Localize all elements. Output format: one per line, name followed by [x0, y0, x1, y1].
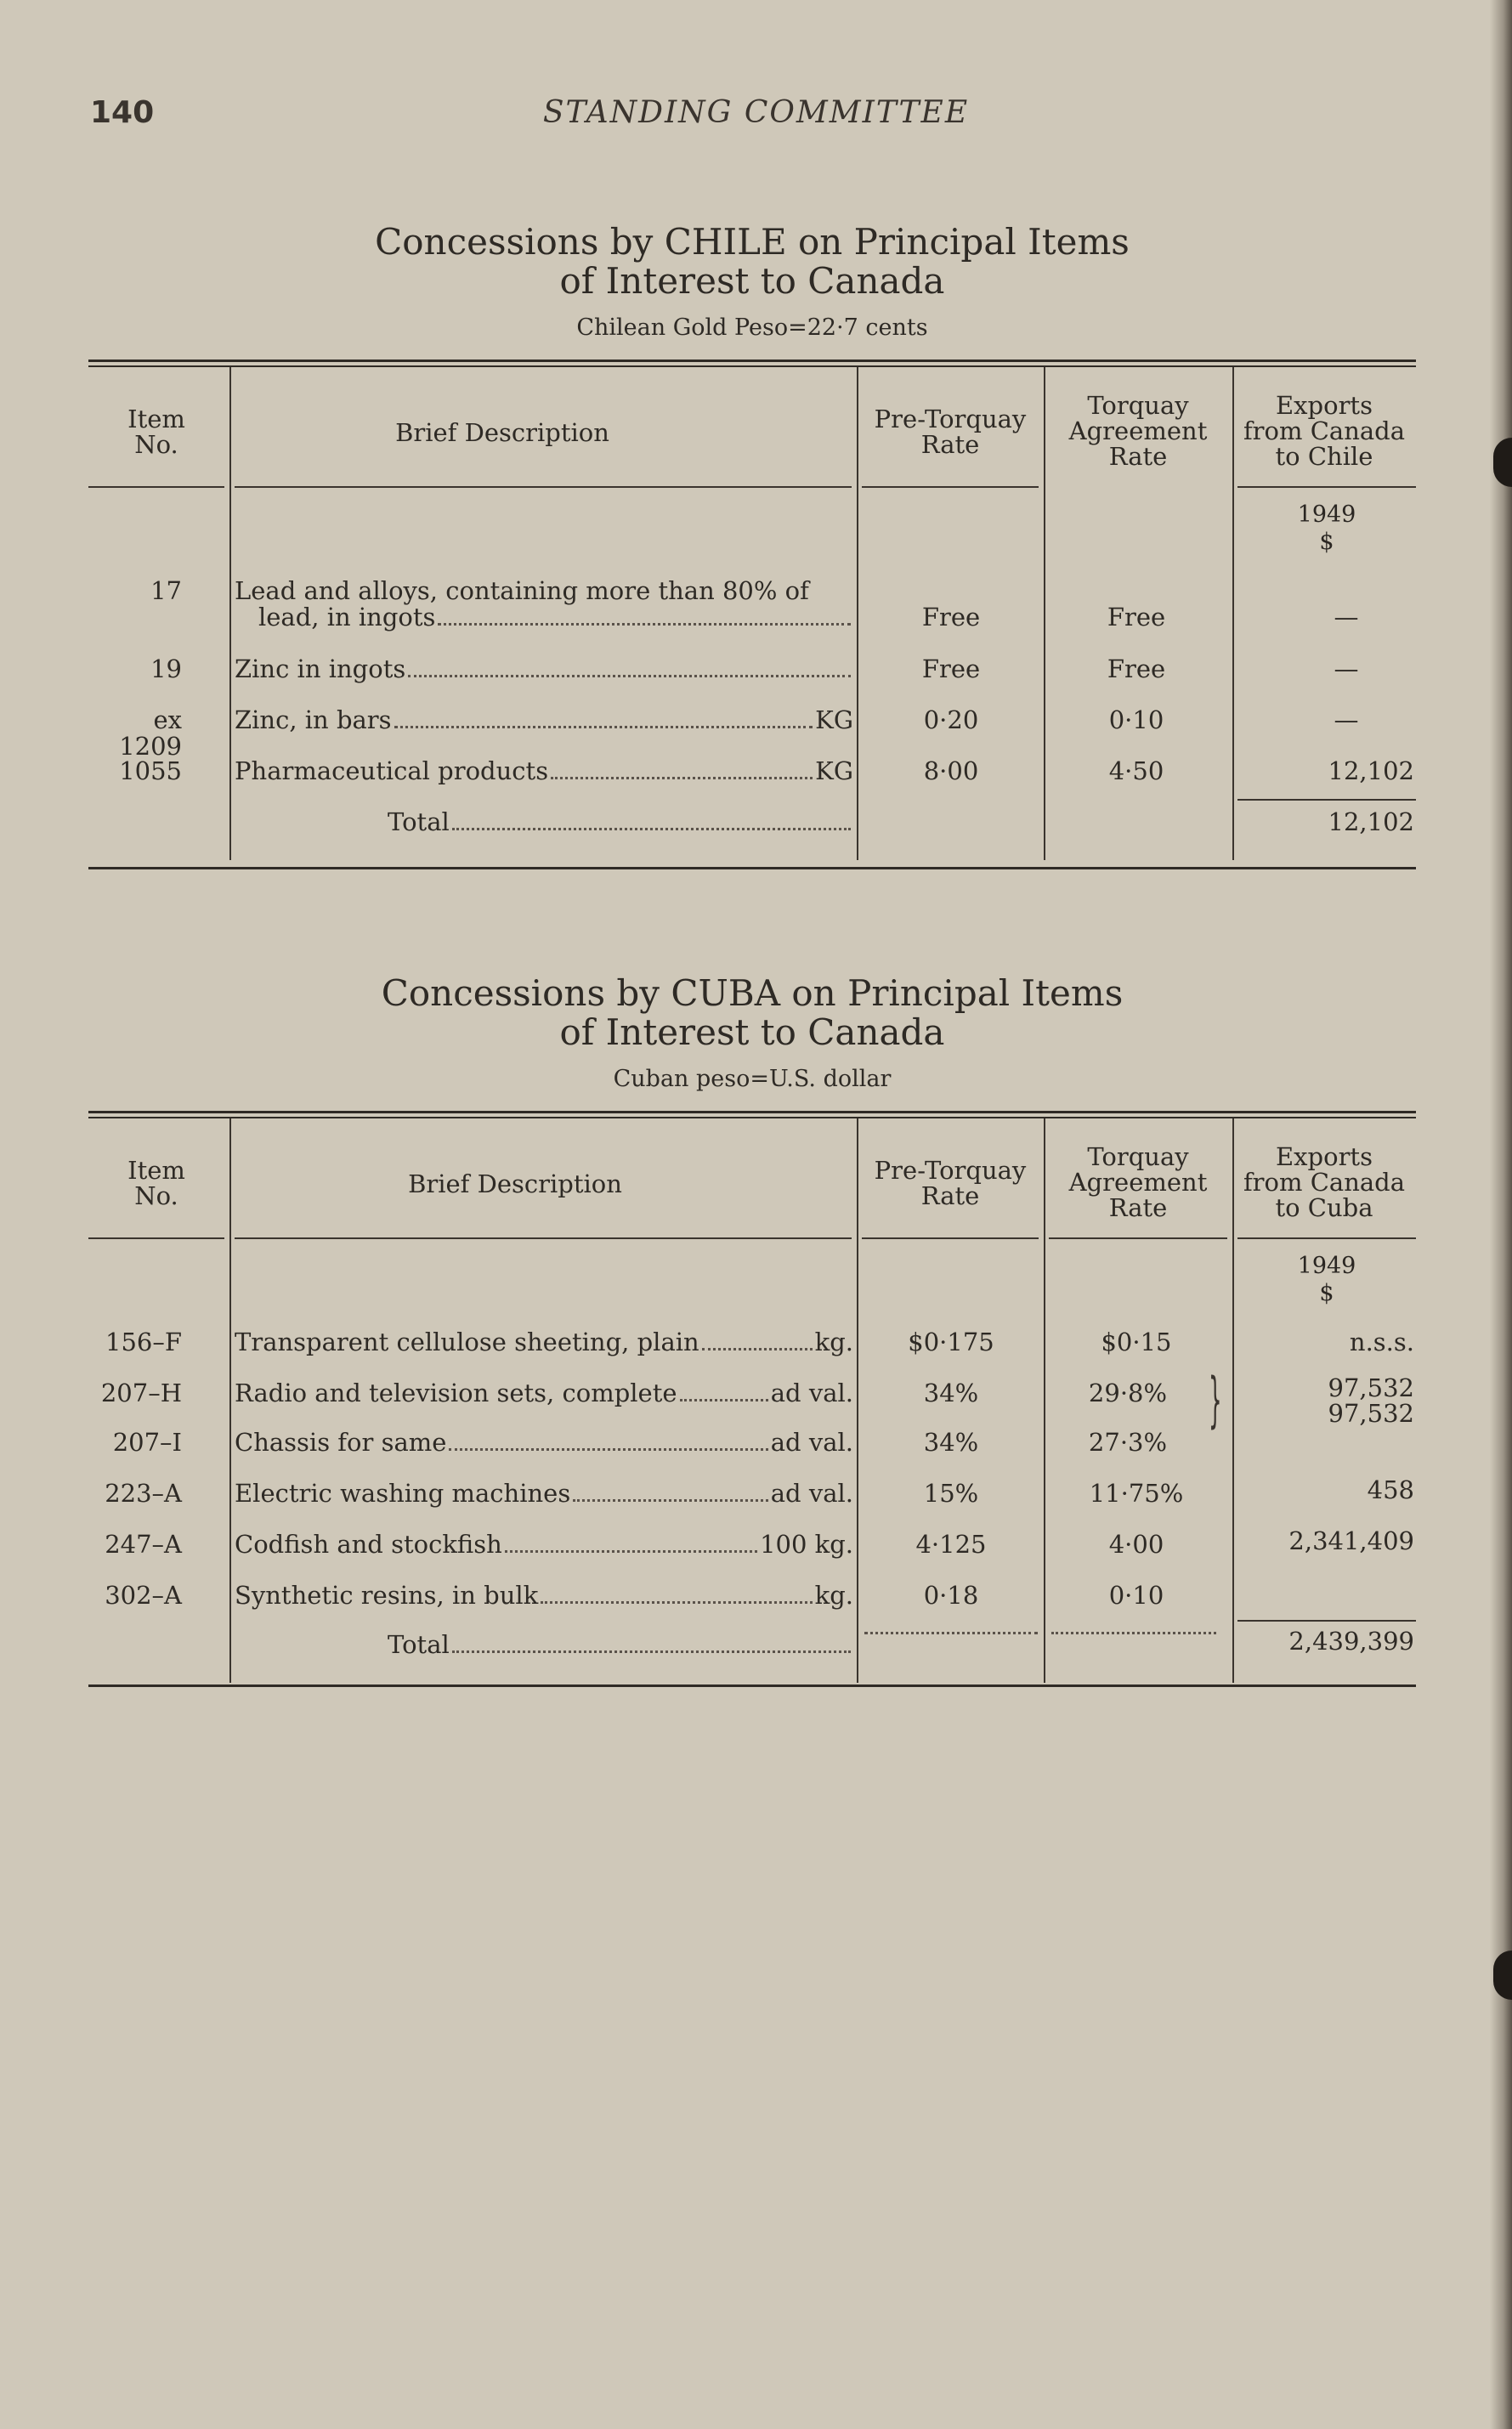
cuba-year-unit: [1237, 1253, 1416, 1307]
item-number: 156–F: [105, 1328, 182, 1356]
description-text: Zinc, in bars: [235, 705, 392, 734]
description: [235, 707, 853, 733]
chile-title: [88, 223, 1416, 301]
torquay-rate: 27·3%: [1088, 1428, 1168, 1457]
description-text: Electric washing machines: [235, 1479, 571, 1508]
chile-header-rule: [235, 486, 852, 488]
pre-torquay-rate: 8·00: [923, 756, 979, 785]
description: [235, 1583, 853, 1609]
description-text: Chassis for same: [235, 1428, 447, 1457]
cuba-header-rule: [1049, 1237, 1227, 1239]
item-number: ex 1209: [119, 705, 182, 761]
cuba-title: [88, 974, 1416, 1052]
description: [235, 578, 853, 631]
cuba-table: [88, 1118, 1416, 1696]
leader-dots: [864, 1632, 1038, 1634]
chile-header-torquay: [1044, 393, 1232, 469]
header-text: Torquay: [1087, 1142, 1189, 1171]
description: [235, 1430, 853, 1456]
leader-dots: [573, 1499, 768, 1502]
leader-dots: [449, 1448, 767, 1451]
item-number: 1055: [119, 756, 182, 785]
chile-top-rule: [88, 360, 1416, 367]
item-number: 207–H: [100, 1379, 182, 1407]
header-text: Agreement: [1068, 416, 1208, 445]
item-number: 247–A: [105, 1530, 182, 1559]
header-text: from Canada: [1243, 416, 1406, 445]
currency-label: $: [1319, 529, 1334, 555]
pre-total-leader: [862, 1632, 1040, 1639]
description-text: Synthetic resins, in bulk: [235, 1581, 539, 1610]
torquay-rate: 0·10: [1108, 1581, 1164, 1610]
cuba-header-rule: [235, 1237, 852, 1239]
cuba-header-exports: [1232, 1144, 1416, 1220]
pre-torquay-rate: 0·18: [923, 1581, 979, 1610]
description: [235, 656, 853, 682]
unit: ad val.: [770, 1379, 853, 1407]
total-text: Total: [388, 1630, 450, 1659]
exports-value: 12,102: [1328, 756, 1414, 785]
description: [235, 1329, 853, 1356]
total-label: [235, 1632, 853, 1658]
total-label: [235, 809, 853, 835]
description: [235, 1380, 853, 1407]
cuba-header-rule: [88, 1237, 224, 1239]
description-text: Radio and television sets, complete: [235, 1379, 677, 1407]
header-text: to Chile: [1275, 442, 1373, 471]
pre-torquay-rate: 15%: [923, 1479, 979, 1508]
pre-torquay-rate: 0·20: [923, 705, 979, 734]
header-text: to Cuba: [1275, 1193, 1373, 1222]
chile-header-rule: [88, 486, 224, 488]
exports-value: —: [1334, 654, 1359, 683]
cuba-title-line2: of Interest to Canada: [559, 1011, 945, 1053]
torquay-rate: Free: [1107, 603, 1166, 631]
description-text: Transparent cellulose sheeting, plain: [235, 1328, 699, 1356]
cuba-bottom-rule: [88, 1684, 1416, 1687]
chile-header-exports: [1232, 393, 1416, 469]
page-edge-shadow: [1490, 0, 1512, 2429]
chile-subtitle: Chilean Gold Peso=22·7 cents: [576, 314, 928, 341]
header-text: Exports: [1276, 1142, 1373, 1171]
unit: ad val.: [770, 1479, 853, 1508]
leader-dots: [1051, 1632, 1216, 1634]
running-title: STANDING COMMITTEE: [542, 95, 970, 130]
year-label: 1949: [1297, 1253, 1356, 1279]
chile-header-rule: [1237, 486, 1416, 488]
description-line1: Lead and alloys, containing more than 80% of: [235, 576, 809, 605]
torquay-rate: 4·50: [1108, 756, 1164, 785]
description-text: Codfish and stockfish: [235, 1530, 502, 1559]
torquay-rate: $0·15: [1101, 1328, 1172, 1356]
unit: 100 kg.: [760, 1530, 853, 1559]
header-text: Rate: [920, 1181, 980, 1210]
currency-label: $: [1319, 1280, 1334, 1306]
leader-dots: [551, 777, 813, 779]
description-text: Zinc in ingots: [235, 654, 406, 683]
unit: KG: [815, 705, 853, 734]
leader-dots: [541, 1601, 812, 1604]
chile-year-unit: [1237, 501, 1416, 556]
header-text: Pre-Torquay: [874, 1156, 1027, 1185]
cuba-header-rule: [1237, 1237, 1416, 1239]
total-rule: [1237, 799, 1416, 801]
item-number: 17: [150, 576, 182, 605]
description-line2: [235, 604, 853, 631]
header-text: Agreement: [1068, 1168, 1208, 1197]
unit: KG: [815, 756, 853, 785]
chile-header-item: [88, 406, 224, 457]
chile-table: [88, 367, 1416, 875]
cuba-top-rule: [88, 1111, 1416, 1118]
pre-torquay-rate: $0·175: [908, 1328, 994, 1356]
exports-value: 97,532: [1328, 1373, 1414, 1402]
leader-dots: [680, 1399, 768, 1401]
cuba-header-desc: Brief Description: [408, 1169, 622, 1198]
item-number: 19: [150, 654, 182, 683]
chile-header-pre: [857, 406, 1044, 457]
exports-value: —: [1334, 705, 1359, 734]
cuba-subtitle: Cuban peso=U.S. dollar: [613, 1066, 892, 1092]
cuba-col-divider: [229, 1118, 231, 1683]
cuba-header-torquay: [1044, 1144, 1232, 1220]
exports-value-secondary: 97,532: [1328, 1399, 1414, 1428]
description-text: Pharmaceutical products: [235, 756, 549, 785]
torquay-total-leader: [1049, 1632, 1219, 1639]
page-number: 140: [90, 95, 155, 130]
torquay-rate: 0·10: [1108, 705, 1164, 734]
header-text: Rate: [1108, 442, 1168, 471]
chile-bottom-rule: [88, 867, 1416, 869]
chile-title-line2: of Interest to Canada: [559, 260, 945, 302]
pre-torquay-rate: 34%: [923, 1379, 979, 1407]
leader-dots: [438, 623, 851, 626]
chile-header-rule: [862, 486, 1039, 488]
torquay-rate: 29·8%: [1088, 1379, 1168, 1407]
description-text: lead, in ingots: [258, 603, 436, 631]
header-text: Rate: [1108, 1193, 1168, 1222]
header-text: Pre-Torquay: [874, 405, 1027, 433]
cuba-header-item: [88, 1158, 224, 1209]
total-text: Total: [388, 807, 450, 836]
header-text: No.: [134, 430, 178, 459]
unit: kg.: [814, 1328, 853, 1356]
cuba-title-line1: Concessions by CUBA on Principal Items: [381, 972, 1124, 1014]
torquay-rate: Free: [1107, 654, 1166, 683]
chile-title-line1: Concessions by CHILE on Principal Items: [375, 221, 1130, 263]
chile-col-divider: [229, 367, 231, 860]
leader-dots: [394, 726, 813, 728]
cuba-header-rule: [862, 1237, 1039, 1239]
pre-torquay-rate: Free: [921, 603, 981, 631]
brace-bracket: }: [1209, 1365, 1222, 1435]
pre-torquay-rate: 4·125: [915, 1530, 987, 1559]
header-text: Exports: [1276, 391, 1373, 420]
pre-torquay-rate: 34%: [923, 1428, 979, 1457]
exports-value: 2,341,409: [1288, 1526, 1414, 1555]
description: [235, 1481, 853, 1507]
description: [235, 1532, 853, 1558]
header-text: Torquay: [1087, 391, 1189, 420]
total-value: 12,102: [1328, 807, 1414, 836]
page-header: [0, 95, 1512, 138]
item-number: 223–A: [105, 1479, 182, 1508]
chile-header-desc: Brief Description: [395, 418, 609, 447]
cuba-header-pre: [857, 1158, 1044, 1209]
chile-section: [88, 223, 1416, 875]
leader-dots: [452, 1650, 851, 1653]
torquay-rate: 4·00: [1108, 1530, 1164, 1559]
item-number: 207–I: [112, 1428, 182, 1457]
exports-value: —: [1334, 603, 1359, 631]
unit: ad val.: [770, 1428, 853, 1457]
year-label: 1949: [1297, 501, 1356, 528]
header-text: Item: [127, 1156, 185, 1185]
leader-dots: [452, 828, 851, 830]
header-text: No.: [134, 1181, 178, 1210]
leader-dots: [505, 1550, 757, 1553]
header-text: Rate: [920, 430, 980, 459]
header-text: Item: [127, 405, 185, 433]
leader-dots: [702, 1348, 813, 1350]
torquay-rate: 11·75%: [1089, 1479, 1184, 1508]
exports-value: 458: [1367, 1475, 1414, 1504]
unit: kg.: [814, 1581, 853, 1610]
total-value: 2,439,399: [1288, 1627, 1414, 1656]
description: [235, 758, 853, 784]
cuba-section: [88, 974, 1416, 1696]
exports-value: n.s.s.: [1349, 1328, 1414, 1356]
leader-dots: [408, 675, 851, 677]
total-rule: [1237, 1620, 1416, 1622]
header-text: from Canada: [1243, 1168, 1406, 1197]
pre-torquay-rate: Free: [921, 654, 981, 683]
item-number: 302–A: [105, 1581, 182, 1610]
